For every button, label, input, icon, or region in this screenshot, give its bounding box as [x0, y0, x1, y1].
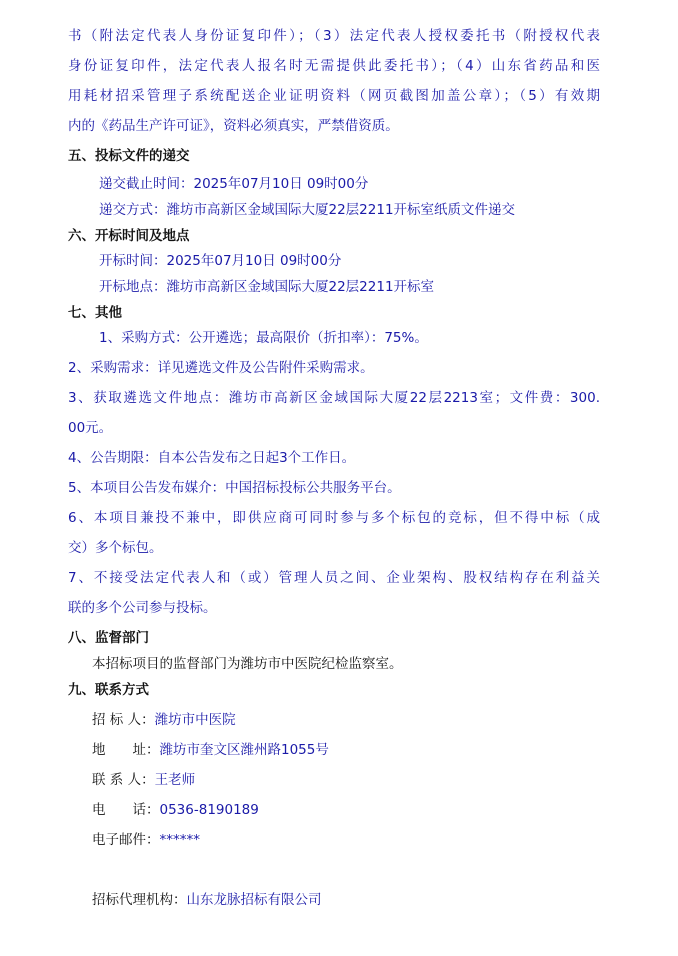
- other-item-1: 1、采购方式：公开遴选；最高限价（折扣率）：75%。: [99, 330, 428, 346]
- phone-label: 电 话：: [92, 802, 160, 818]
- agency-value: 山东龙脉招标有限公司: [186, 892, 322, 908]
- agency-row: [92, 890, 322, 910]
- submission-method: 递交方式：潍坊市高新区金域国际大厦22层2211开标室纸质文件递交: [99, 202, 516, 218]
- opening-time: 开标时间：2025年07月10日 09时00分: [99, 253, 342, 269]
- contact-row-tenderer: [92, 710, 236, 730]
- phone-value: 0536-8190189: [159, 802, 259, 818]
- section-9-heading: 九、联系方式: [68, 682, 149, 698]
- other-item-3-line-2: 00元。: [68, 420, 113, 436]
- contact-row-person: [92, 770, 195, 790]
- other-item-4: 4、公告期限：自本公告发布之日起3个工作日。: [68, 450, 356, 466]
- tenderer-value: 潍坊市中医院: [154, 712, 236, 728]
- other-item-7-line-1: 7、不接受法定代表人和（或）管理人员之间、企业架构、股权结构存在利益关: [68, 570, 600, 586]
- section-7-heading: 七、其他: [68, 305, 122, 321]
- opening-place: 开标地点：潍坊市高新区金域国际大厦22层2211开标室: [99, 279, 435, 295]
- tenderer-label: 招 标 人：: [92, 712, 155, 728]
- email-label: 电子邮件：: [92, 832, 160, 848]
- address-label: 地 址：: [92, 742, 160, 758]
- intro-line-4: 内的《药品生产许可证》，资料必须真实，严禁借资质。: [68, 118, 399, 134]
- other-item-2: 2、采购需求：详见遴选文件及公告附件采购需求。: [68, 360, 374, 376]
- section-8-heading: 八、监督部门: [68, 630, 149, 646]
- contact-row-address: [92, 740, 329, 760]
- supervision-text: 本招标项目的监督部门为潍坊市中医院纪检监察室。: [92, 656, 403, 672]
- contact-row-email: [92, 830, 200, 850]
- email-value: ******: [159, 832, 200, 848]
- intro-line-2: 身份证复印件，法定代表人报名时无需提供此委托书）；（4）山东省药品和医: [68, 58, 600, 74]
- contact-value: 王老师: [154, 772, 196, 788]
- other-item-7-line-2: 联的多个公司参与投标。: [68, 600, 217, 616]
- contact-label: 联 系 人：: [92, 772, 155, 788]
- other-item-6-line-1: 6、本项目兼投不兼中，即供应商可同时参与多个标包的竞标，但不得中标（成: [68, 510, 600, 526]
- section-6-heading: 六、开标时间及地点: [68, 228, 190, 244]
- intro-line-1: 书（附法定代表人身份证复印件）；（3）法定代表人授权委托书（附授权代表: [68, 28, 600, 44]
- other-item-5: 5、本项目公告发布媒介：中国招标投标公共服务平台。: [68, 480, 401, 496]
- address-value: 潍坊市奎文区潍州路1055号: [159, 742, 329, 758]
- other-item-3-line-1: 3、获取遴选文件地点：潍坊市高新区金域国际大厦22层2213室；文件费：300.: [68, 390, 600, 406]
- contact-row-phone: [92, 800, 259, 820]
- agency-label: 招标代理机构：: [92, 892, 187, 908]
- intro-line-3: 用耗材招采管理子系统配送企业证明资料（网页截图加盖公章）；（5）有效期: [68, 88, 600, 104]
- submission-deadline: 递交截止时间：2025年07月10日 09时00分: [99, 176, 369, 192]
- other-item-6-line-2: 交）多个标包。: [68, 540, 163, 556]
- section-5-heading: 五、投标文件的递交: [68, 148, 190, 164]
